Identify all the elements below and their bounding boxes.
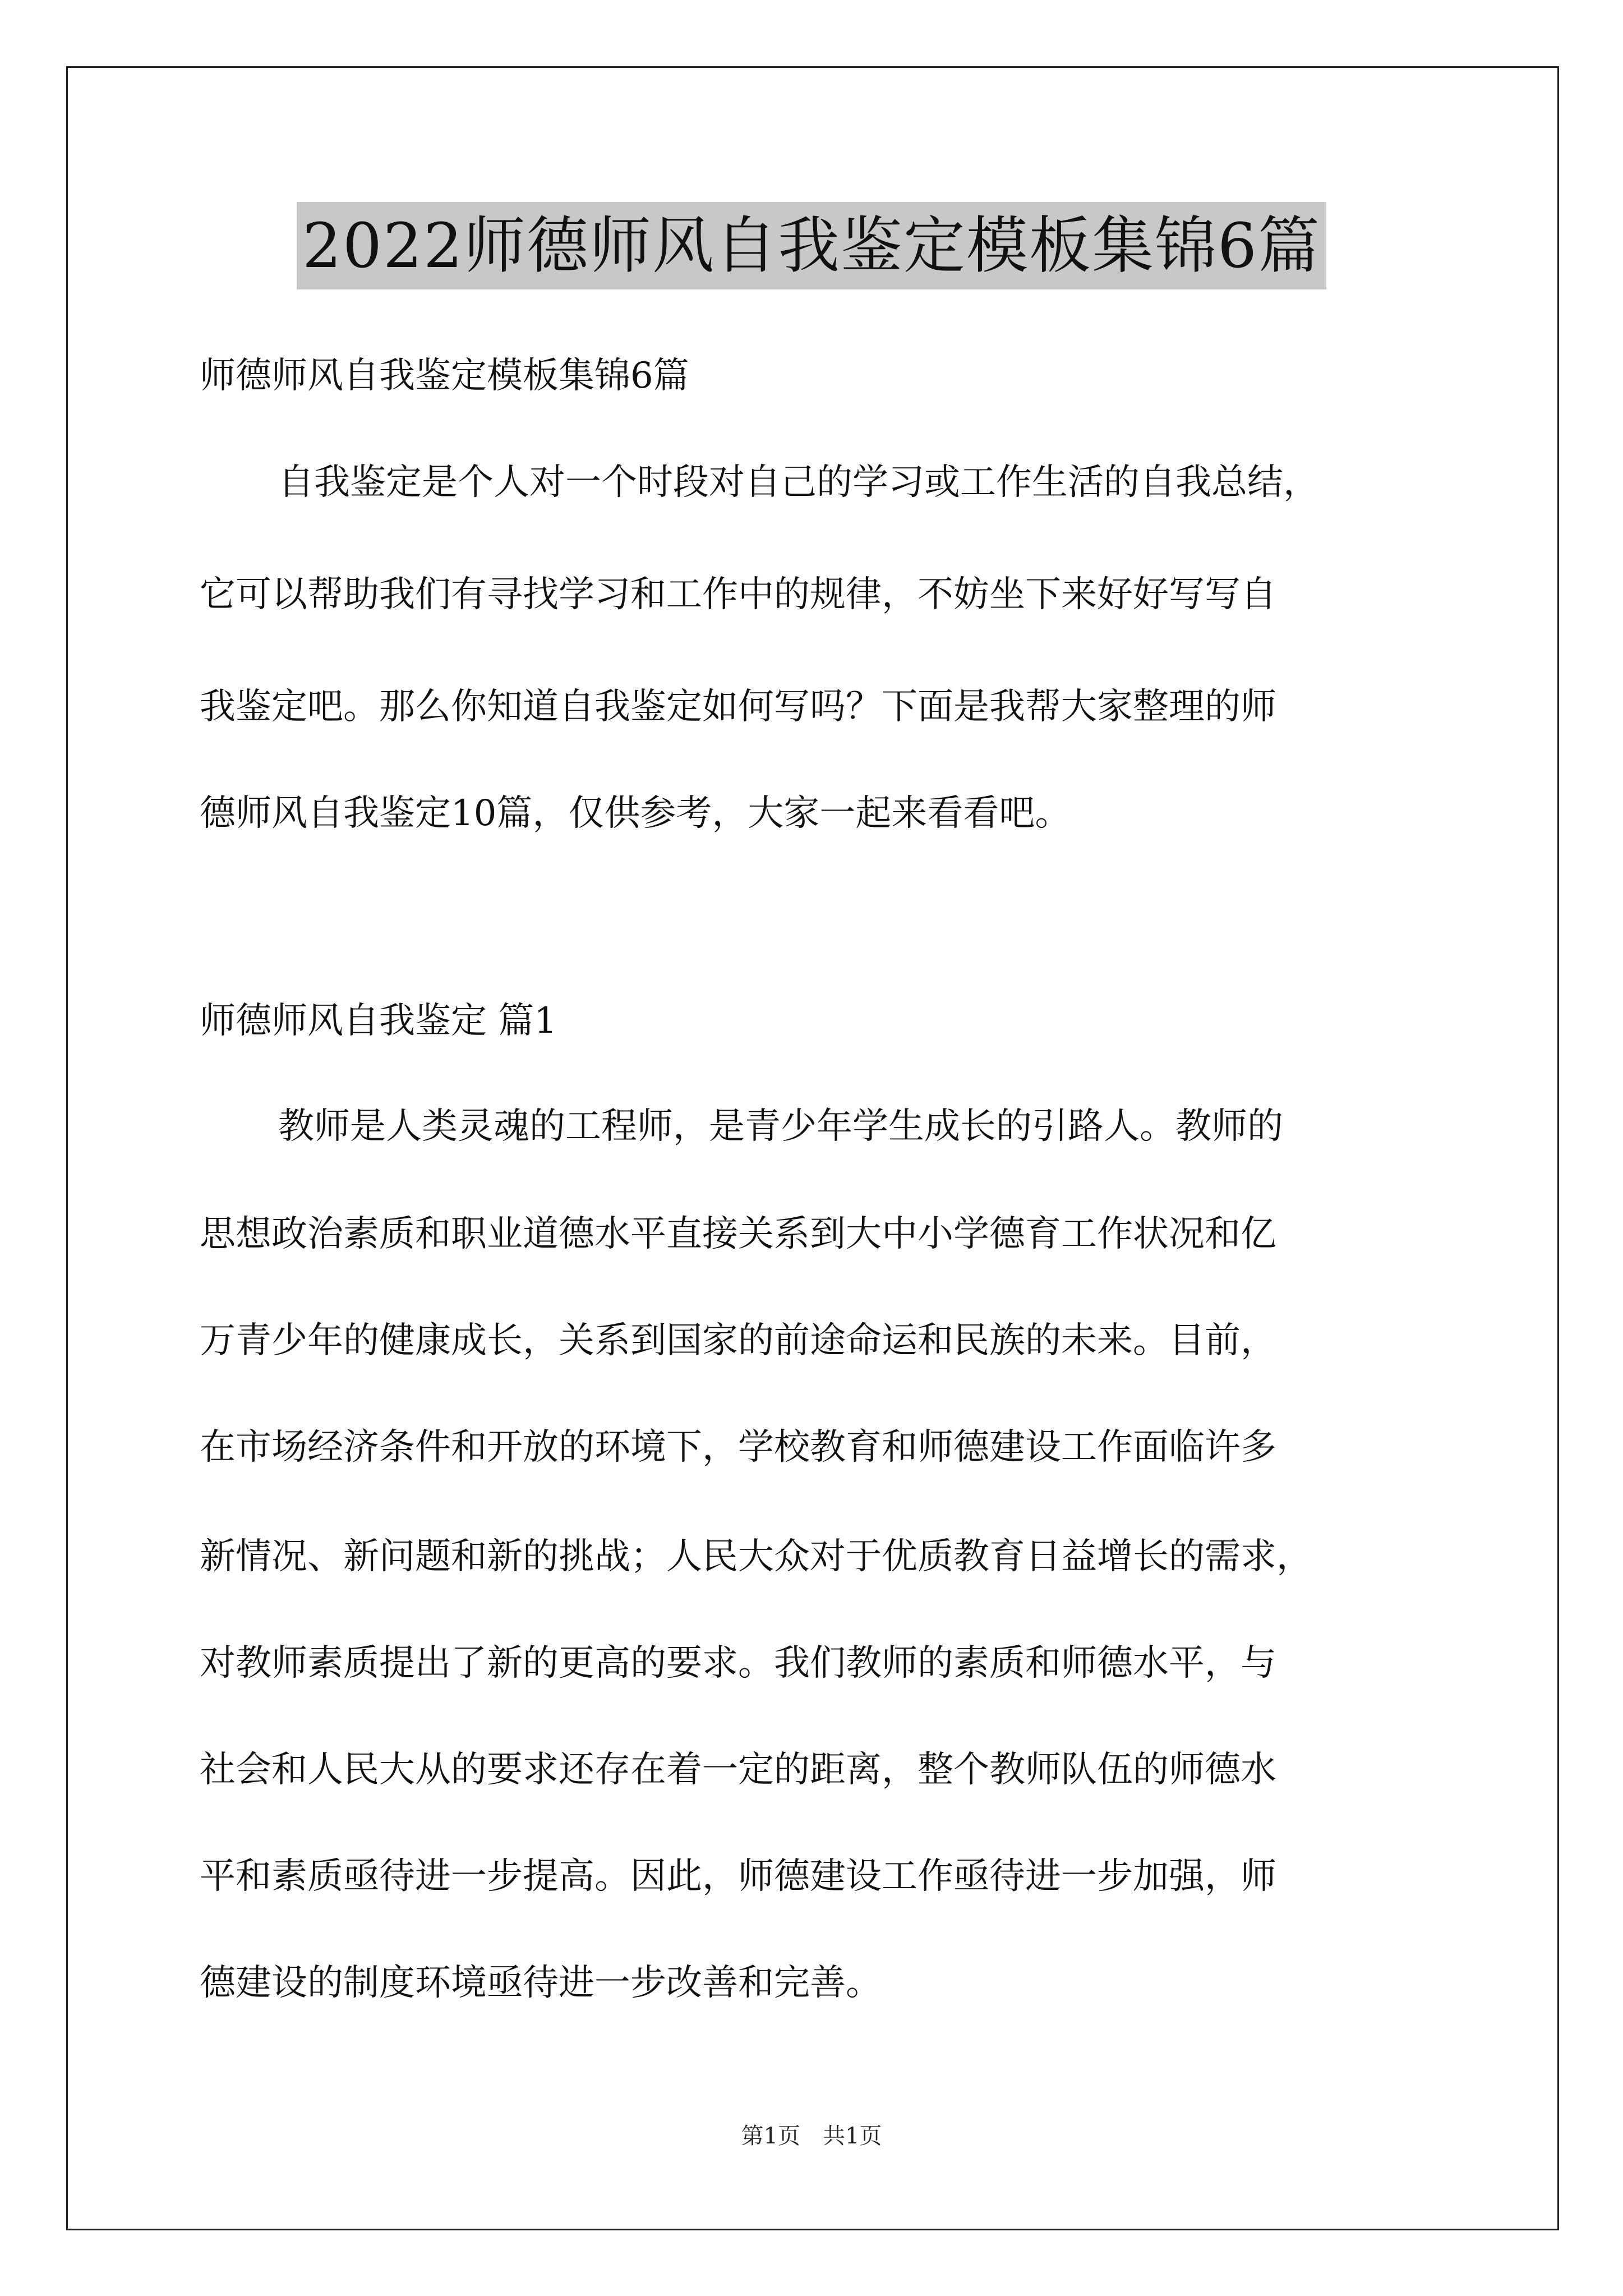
intro-line: 它可以帮助我们有寻找学习和工作中的规律，不妨坐下来好好写写自	[200, 574, 1276, 615]
title-block	[0, 202, 1623, 289]
section-line: 教师是人类灵魂的工程师，是青少年学生成长的引路人。教师的	[278, 1106, 1283, 1147]
section-line: 思想政治素质和职业道德水平直接关系到大中小学德育工作状况和亿	[200, 1213, 1276, 1255]
section-line: 平和素质亟待进一步提高。因此，师德建设工作亟待进一步加强，师	[200, 1856, 1276, 1897]
intro-line: 我鉴定吧。那么你知道自我鉴定如何写吗？下面是我帮大家整理的师	[200, 686, 1276, 728]
section-heading: 师德师风自我鉴定 篇1	[200, 1000, 557, 1042]
section-line: 对教师素质提出了新的更高的要求。我们教师的素质和师德水平，与	[200, 1642, 1276, 1684]
document-title: 2022师德师风自我鉴定模板集锦6篇	[297, 202, 1326, 289]
section-line: 在市场经济条件和开放的环境下，学校教育和师德建设工作面临许多	[200, 1427, 1276, 1468]
intro-line: 自我鉴定是个人对一个时段对自己的学习或工作生活的自我总结，	[278, 462, 1319, 503]
section-line: 社会和人民大从的要求还存在着一定的距离，整个教师队伍的师德水	[200, 1749, 1276, 1791]
intro-line: 德师风自我鉴定10篇，仅供参考，大家一起来看看吧。	[200, 793, 1071, 834]
document-subtitle: 师德师风自我鉴定模板集锦6篇	[200, 355, 689, 397]
section-line: 新情况、新问题和新的挑战；人民大众对于优质教育日益增长的需求，	[200, 1536, 1312, 1577]
page-footer: 第1页 共1页	[741, 2123, 882, 2149]
section-line: 德建设的制度环境亟待进一步改善和完善。	[200, 1962, 882, 2004]
section-line: 万青少年的健康成长，关系到国家的前途命运和民族的未来。目前，	[200, 1320, 1276, 1361]
